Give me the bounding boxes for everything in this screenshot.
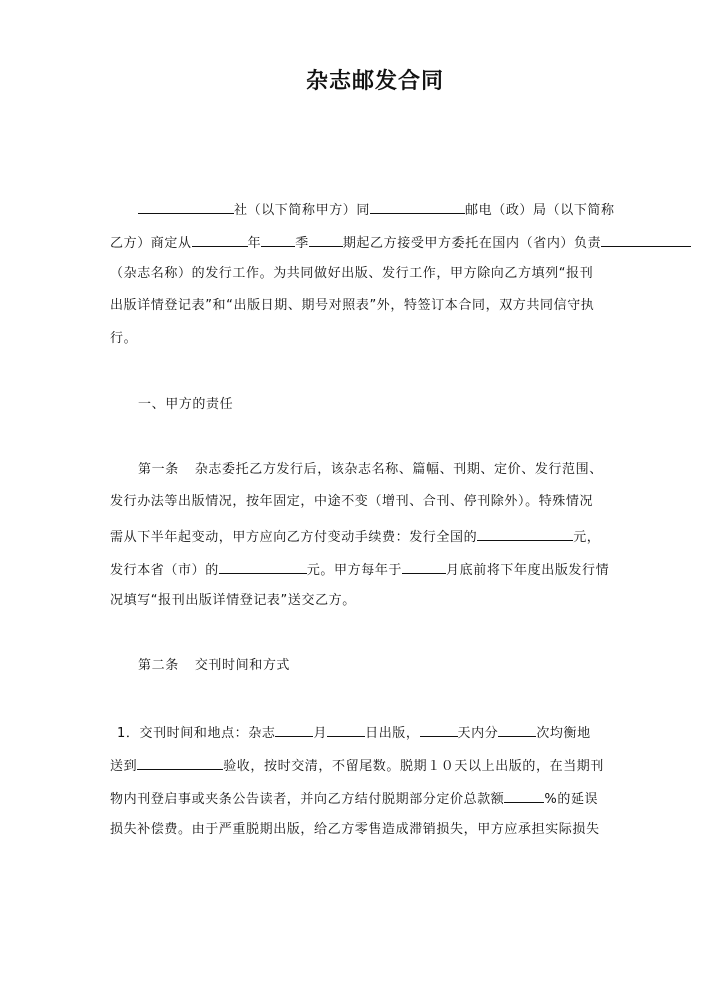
publisher-blank[interactable] bbox=[138, 200, 234, 214]
pub-day-blank[interactable] bbox=[327, 723, 365, 737]
item-1-line-1: 1．交刊时间和地点：杂志 月 日出版， 天内分 次均衡地 bbox=[117, 723, 591, 742]
article-2-label: 第二条 bbox=[138, 658, 179, 673]
magazine-name-blank[interactable] bbox=[601, 233, 691, 247]
intro-line-4: 出版详情登记表”和“出版日期、期号对照表”外，特签订本合同，双方共同信守执 bbox=[110, 298, 595, 313]
month-blank[interactable] bbox=[402, 560, 446, 574]
issue-blank[interactable] bbox=[309, 233, 343, 247]
article-1-line-2: 发行办法等出版情况，按年固定，中途不变（增刊、合刊、停刊除外）。特殊情况 bbox=[110, 494, 594, 509]
section-heading-1: 一、甲方的责任 bbox=[138, 397, 234, 412]
item-1-line-2: 送到 验收，按时交清，不留尾数。脱期１０天以上出版的，在当期刊 bbox=[110, 756, 604, 775]
article-1-line-5: 况填写“报刊出版详情登记表”送交乙方。 bbox=[110, 593, 356, 608]
article-1-line-1: 第一条 杂志委托乙方发行后，该杂志名称、篇幅、刊期、定价、发行范围、 bbox=[138, 462, 603, 477]
document-title: 杂志邮发合同 bbox=[305, 69, 444, 94]
article-1-label: 第一条 bbox=[138, 462, 179, 477]
delivery-place-blank[interactable] bbox=[137, 756, 223, 770]
post-office-blank[interactable] bbox=[370, 200, 465, 214]
days-blank[interactable] bbox=[420, 723, 458, 737]
quarter-blank[interactable] bbox=[261, 233, 295, 247]
pub-month-blank[interactable] bbox=[275, 723, 313, 737]
intro-line-3: （杂志名称）的发行工作。为共同做好出版、发行工作，甲方除向乙方填列“报刊 bbox=[110, 266, 594, 281]
national-fee-blank[interactable] bbox=[477, 527, 573, 541]
article-1-line-3: 需从下半年起变动，甲方应向乙方付变动手续费：发行全国的 元， bbox=[110, 527, 600, 546]
intro-line-1: 社（以下简称甲方）同 邮电（政）局（以下简称 bbox=[138, 200, 615, 219]
intro-line-5: 行。 bbox=[110, 331, 138, 346]
percent-blank[interactable] bbox=[504, 789, 544, 803]
item-1-line-4: 损失补偿费。由于严重脱期出版，给乙方零售造成滞销损失，甲方应承担实际损失 bbox=[110, 822, 600, 837]
intro-line-2: 乙方）商定从 年 季 期起乙方接受甲方委托在国内（省内）负责 bbox=[110, 233, 691, 252]
provincial-fee-blank[interactable] bbox=[219, 560, 307, 574]
item-1-line-3: 物内刊登启事或夹条公告读者，并向乙方结付脱期部分定价总款额 %的延误 bbox=[110, 789, 598, 808]
batches-blank[interactable] bbox=[498, 723, 536, 737]
year-blank[interactable] bbox=[192, 233, 248, 247]
article-1-line-4: 发行本省（市）的 元。甲方每年于 月底前将下年度出版发行情 bbox=[110, 560, 609, 579]
article-2-heading: 第二条 交刊时间和方式 bbox=[138, 658, 291, 673]
